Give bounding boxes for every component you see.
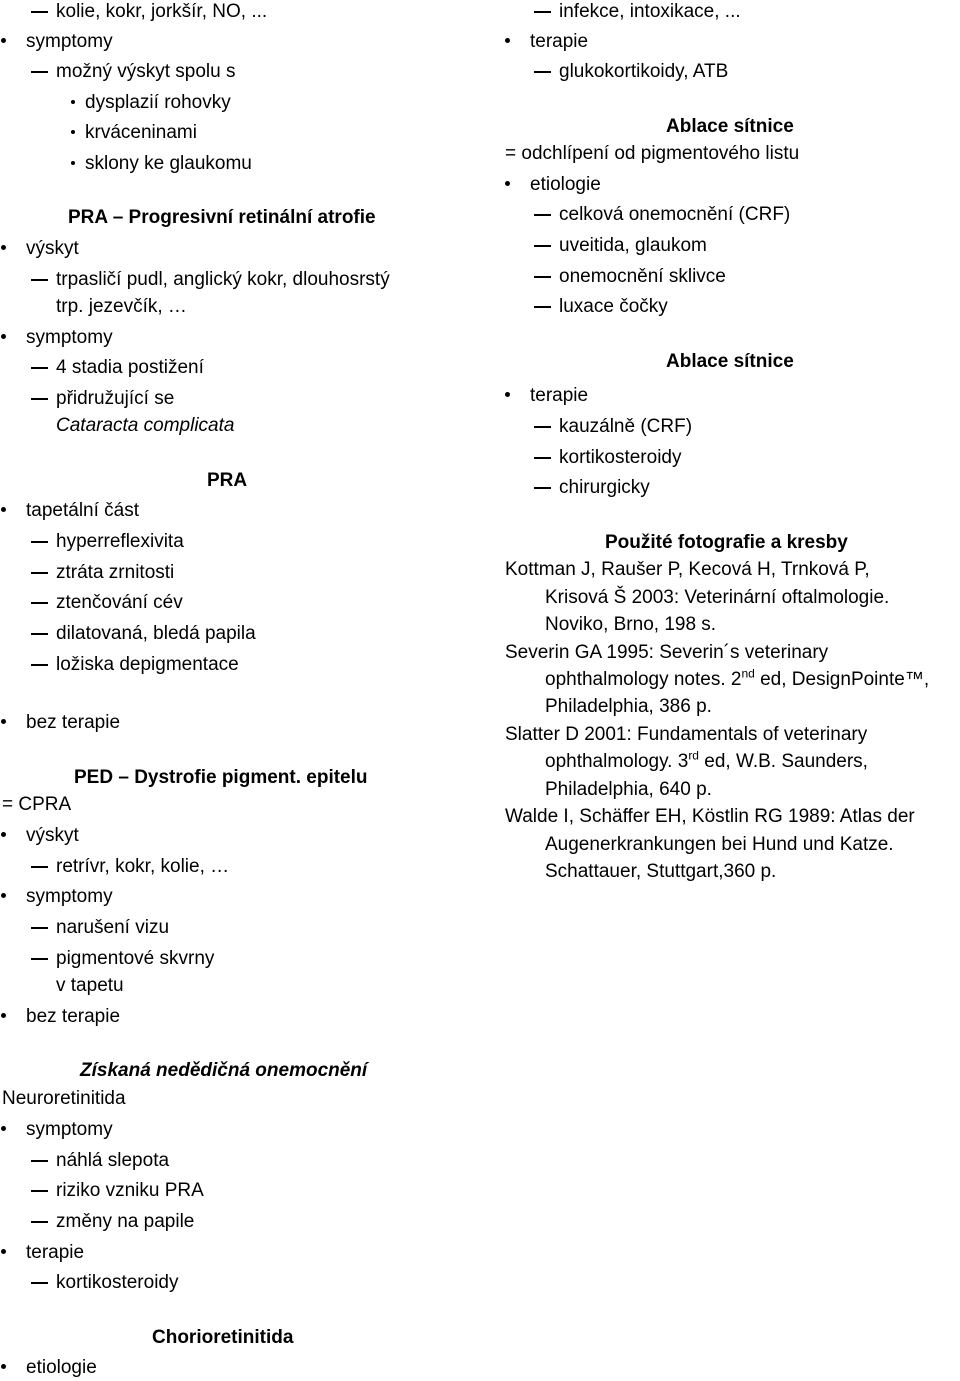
dash-item: narušení vizu xyxy=(56,917,170,938)
bullet-item: symptomy xyxy=(26,1119,113,1140)
reference-line: Philadelphia, 640 p. xyxy=(545,779,712,800)
section-heading-pra: PRA xyxy=(207,470,248,491)
section-heading-references: Použité fotografie a kresby xyxy=(605,532,848,553)
dash-item: ztenčování cév xyxy=(56,592,183,613)
italic-term: Cataracta complicata xyxy=(56,415,235,436)
dash-item: kauzálně (CRF) xyxy=(559,416,693,437)
bullet-item: etiologie xyxy=(530,174,601,195)
section-heading-ablace: Ablace sítnice xyxy=(666,351,794,372)
dash-item: 4 stadia postižení xyxy=(56,357,204,378)
dash-item: přidružující se xyxy=(56,388,175,409)
dash-item: kortikosteroidy xyxy=(56,1272,179,1293)
dash-item: hyperreflexivita xyxy=(56,531,184,552)
dash-item: ztráta zrnitosti xyxy=(56,562,175,583)
definition-text: = odchlípení od pigmentového listu xyxy=(505,143,800,164)
sub-bullet-item: dysplazií rohovky xyxy=(85,92,231,113)
dash-item: glukokortikoidy, ATB xyxy=(559,61,729,82)
bullet-item: bez terapie xyxy=(26,1006,121,1027)
dash-item: celková onemocnění (CRF) xyxy=(559,204,791,225)
bullet-item: symptomy xyxy=(26,886,113,907)
dash-item: kolie, kokr, jorkšír, NO, ... xyxy=(56,1,268,22)
bullet-item: výskyt xyxy=(26,238,79,259)
reference-line: Schattauer, Stuttgart,360 p. xyxy=(545,861,777,882)
reference-line: Walde I, Schäffer EH, Köstlin RG 1989: Atlas der xyxy=(505,806,915,827)
dash-item: náhlá slepota xyxy=(56,1150,170,1171)
reference-line: Kottman J, Raušer P, Kecová H, Trnková P, xyxy=(505,559,870,580)
dash-item: trpasličí pudl, anglický kokr, dlouhosrstý xyxy=(56,269,390,290)
reference-line: Noviko, Brno, 198 s. xyxy=(545,614,717,635)
reference-line: Severin GA 1995: Severin´s veterinary xyxy=(505,642,829,663)
bullet-item: tapetální část xyxy=(26,500,140,521)
reference-line: Slatter D 2001: Fundamentals of veterinary xyxy=(505,724,868,745)
definition-text: = CPRA xyxy=(2,794,72,815)
bullet-item: výskyt xyxy=(26,825,79,846)
subsection-title: Neuroretinitida xyxy=(2,1088,126,1109)
reference-line: Philadelphia, 386 p. xyxy=(545,696,712,717)
continuation-text: v tapetu xyxy=(56,975,124,996)
dash-item: infekce, intoxikace, ... xyxy=(559,1,741,22)
dash-item: retrívr, kokr, kolie, … xyxy=(56,856,230,877)
dash-item: změny na papile xyxy=(56,1211,195,1232)
reference-line: ophthalmology. 3rd ed, W.B. Saunders, xyxy=(545,748,868,772)
dash-item: pigmentové skvrny xyxy=(56,948,215,969)
bullet-item: symptomy xyxy=(26,327,113,348)
reference-line: ophthalmology notes. 2nd ed, DesignPointe™, xyxy=(545,666,930,690)
reference-line: Augenerkrankungen bei Hund und Katze. xyxy=(545,834,894,855)
bullet-item: terapie xyxy=(530,385,589,406)
sub-bullet-item: krváceninami xyxy=(85,122,197,143)
dash-item: možný výskyt spolu s xyxy=(56,61,236,82)
dash-item: kortikosteroidy xyxy=(559,447,682,468)
section-heading-ablace: Ablace sítnice xyxy=(666,116,794,137)
bullet-item: terapie xyxy=(530,31,589,52)
section-heading-chorio: Chorioretinitida xyxy=(152,1327,294,1348)
dash-item: uveitida, glaukom xyxy=(559,235,707,256)
section-heading-ziskana: Získaná nedědičná onemocnění xyxy=(80,1060,368,1081)
sub-bullet-item: sklony ke glaukomu xyxy=(85,153,252,174)
section-heading-ped: PED – Dystrofie pigment. epitelu xyxy=(74,767,368,788)
reference-line: Krisová Š 2003: Veterinární oftalmologie. xyxy=(545,587,890,608)
section-heading-pra-full: PRA – Progresivní retinální atrofie xyxy=(68,207,376,228)
dash-item: riziko vzniku PRA xyxy=(56,1180,204,1201)
dash-item: dilatovaná, bledá papila xyxy=(56,623,256,644)
dash-item: ložiska depigmentace xyxy=(56,654,239,675)
bullet-item: etiologie xyxy=(26,1357,97,1378)
bullet-item: bez terapie xyxy=(26,712,121,733)
bullet-item: terapie xyxy=(26,1242,85,1263)
dash-item: chirurgicky xyxy=(559,477,650,498)
dash-item: onemocnění sklivce xyxy=(559,266,726,287)
dash-item: luxace čočky xyxy=(559,296,668,317)
bullet-item: symptomy xyxy=(26,31,113,52)
continuation-text: trp. jezevčík, … xyxy=(56,296,187,317)
